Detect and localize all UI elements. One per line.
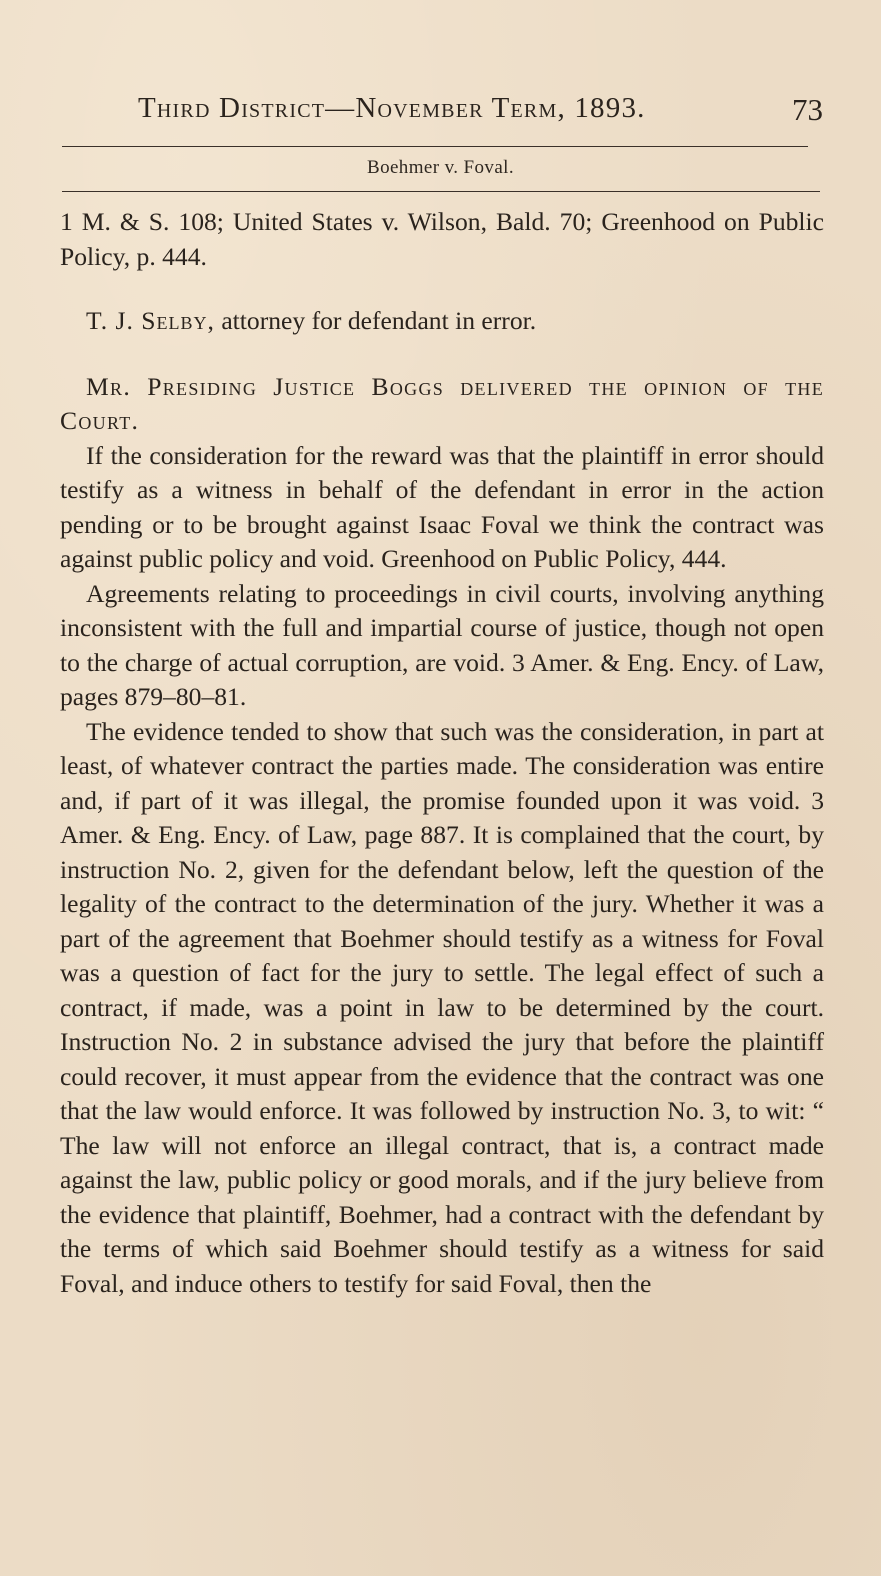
running-head-title: Third District—November Term, 1893. (138, 92, 646, 124)
top-rule-divider (62, 146, 808, 147)
citation-paragraph: 1 M. & S. 108; United States v. Wilson, Bald. 70; Greenhood on Public Policy, p. 444. (60, 207, 824, 271)
bottom-rule-divider (62, 191, 820, 192)
running-head (130, 92, 825, 136)
case-title: Boehmer v. Foval. (367, 157, 514, 178)
paragraph-3: The evidence tended to show that such was the consideration, in part at least, of whatever contract the parties made. The consideration was entire and, if part of it was illegal, the promise founded upon it was void. 3 Amer. & Eng. Ency. of Law, page 887. It is complained that the court, by instruction No. 2, given for the defendant below, left the question of the legality of the contract to the determination of the jury. Whether it was a part of the agreement that Boehmer should testify as a witness for Foval was a question of fact for the jury to settle. The legal effect of such a contract, if made, was a point in law to be determined by the court. Instruction No. 2 in substance advised the jury that before the plaintiff could recover, it must appear from the evidence that the contract was one that the law would enforce. It was followed by instruction No. 3, to wit: “ The law will not enforce an illegal contract, that is, a contract made against the law, public policy or good morals, and if the jury believe from the evidence that plaintiff, Boehmer, had a contract with the defendant by the terms of which said Boehmer should testify as a witness for said Foval, and induce others to testify for said Foval, then the (60, 716, 824, 1298)
page-number: 73 (792, 92, 823, 127)
counsel-name: T. J. Selby, (86, 306, 215, 335)
opinion-heading-text: Mr. Presiding Justice Boggs delivered the opinion of the Court. (60, 371, 824, 435)
paragraph-2: Agreements relating to proceedings in civil courts, involving anything inconsistent with the full and impartial course of justice, though not open to the charge of actual corruption, are void. 3 Amer. & Eng. Ency. of Law, pages 879–80–81. (60, 578, 824, 711)
counsel-role: attorney for defendant in error. (214, 306, 537, 335)
paragraph-1: If the consideration for the reward was that the plaintiff in error should testify as a witness in behalf of the defendant in error in the action pending or to be brought against Isaac Foval we think the contract was against public policy and void. Greenhood on Public Policy, 444. (60, 440, 824, 573)
counsel-paragraph (60, 304, 824, 339)
opinion-body (60, 205, 824, 1301)
opinion-heading (60, 370, 824, 439)
